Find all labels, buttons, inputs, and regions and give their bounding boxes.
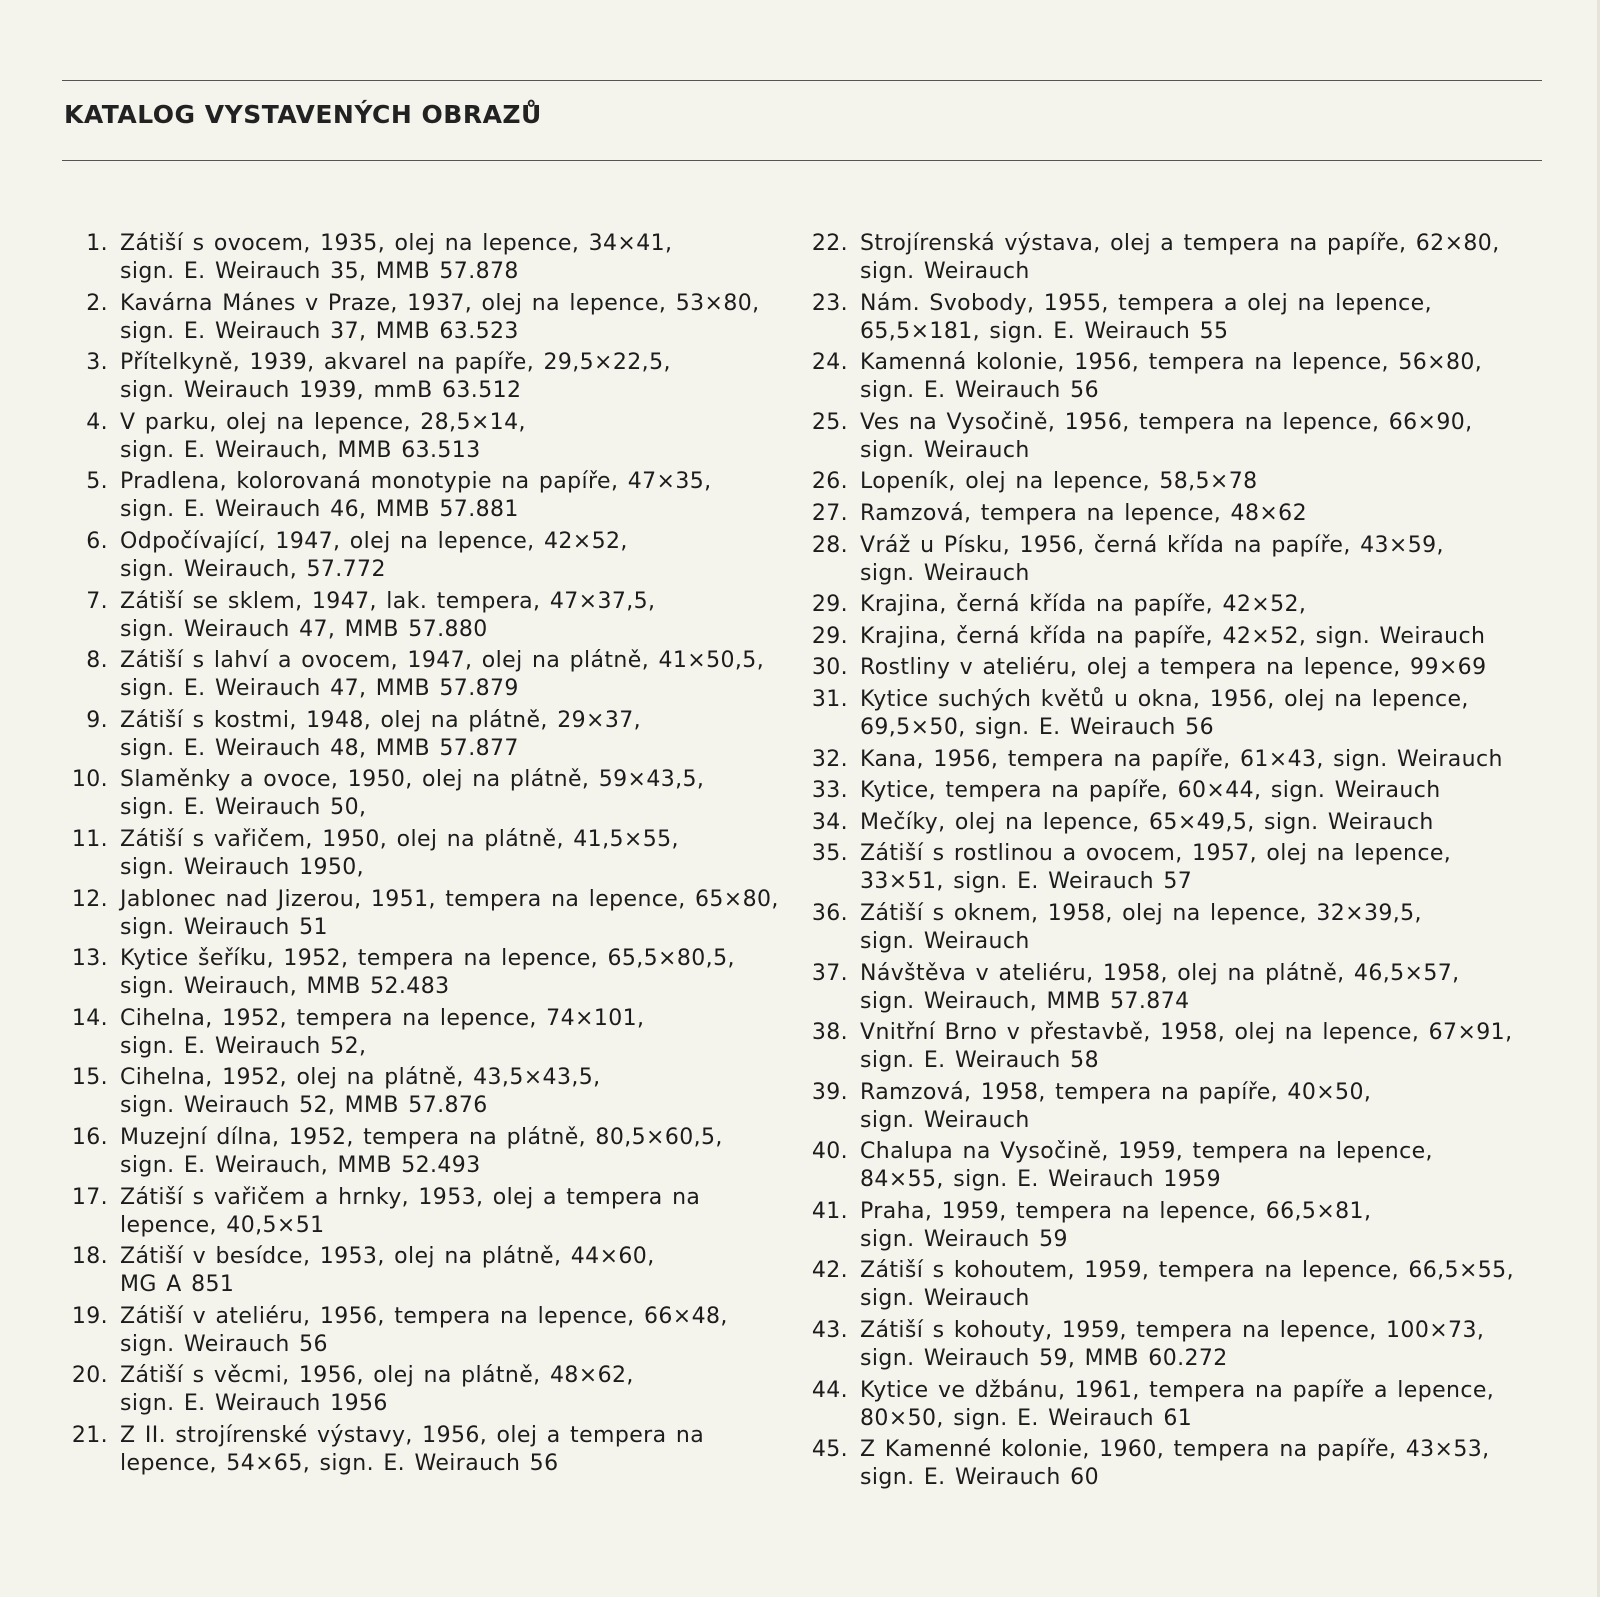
entry-number: 38. <box>811 1020 848 1046</box>
entry-line: Cihelna, 1952, tempera na lepence, 74×101, <box>120 1005 645 1031</box>
entry-number: 14. <box>71 1005 108 1031</box>
entry-number: 39. <box>811 1079 848 1105</box>
entry-number: 21. <box>71 1422 108 1448</box>
entry-number: 4. <box>86 409 108 435</box>
entry-line: Slaměnky a ovoce, 1950, olej na plátně, 59×43,5, <box>120 767 705 793</box>
top-rule <box>62 80 1542 81</box>
entry-line: sign. E. Weirauch 50, <box>120 795 367 821</box>
entry-number: 32. <box>811 746 848 772</box>
entry-line: sign. E. Weirauch 46, MMB 57.881 <box>120 497 519 523</box>
entry-line: Kamenná kolonie, 1956, tempera na lepence, 56×80, <box>860 350 1483 376</box>
entry-number: 3. <box>86 350 108 376</box>
entry-description <box>120 647 790 703</box>
entry-line: Kytice suchých květů u okna, 1956, olej na lepence, <box>860 686 1469 712</box>
entry-line: Z II. strojírenské výstavy, 1956, olej a tempera na <box>120 1422 705 1448</box>
entry-line: 65,5×181, sign. E. Weirauch 55 <box>860 318 1229 344</box>
entry-line: Zátiší s kostmi, 1948, olej na plátně, 29×37, <box>120 707 642 733</box>
catalog-entry <box>800 500 1545 528</box>
entry-line: Zátiší s kohouty, 1959, tempera na lepence, 100×73, <box>860 1318 1485 1344</box>
entry-line: Ves na Vysočině, 1956, tempera na lepence, 66×90, <box>860 409 1473 435</box>
entry-description <box>860 591 1545 619</box>
entry-number: 15. <box>71 1065 108 1091</box>
entry-description <box>860 290 1545 346</box>
entry-line: 33×51, sign. E. Weirauch 57 <box>860 869 1193 895</box>
entry-line: sign. Weirauch 51 <box>120 914 328 940</box>
catalog-entry <box>800 840 1545 896</box>
entry-number: 13. <box>71 946 108 972</box>
catalog-entry <box>60 647 790 703</box>
entry-line: Ramzová, 1958, tempera na papíře, 40×50, <box>860 1079 1372 1105</box>
entry-description <box>860 1019 1545 1075</box>
entry-number: 7. <box>86 588 108 614</box>
entry-description <box>860 777 1545 805</box>
entry-line: Kavárna Mánes v Praze, 1937, olej na lepence, 53×80, <box>120 290 760 316</box>
entry-number: 45. <box>811 1437 848 1463</box>
entry-line: Zátiší se sklem, 1947, lak. tempera, 47×37,5, <box>120 588 656 614</box>
entry-number: 35. <box>811 841 848 867</box>
catalog-entry <box>60 468 790 524</box>
entry-description <box>860 960 1545 1016</box>
entry-description <box>860 230 1545 286</box>
entry-line: sign. E. Weirauch 37, MMB 63.523 <box>120 318 519 344</box>
entry-line: Muzejní dílna, 1952, tempera na plátně, 80,5×60,5, <box>120 1124 723 1150</box>
catalog-entry <box>60 886 790 942</box>
entry-description <box>860 532 1545 588</box>
entry-description <box>860 1198 1545 1254</box>
entry-line: Přítelkyně, 1939, akvarel na papíře, 29,5×22,5, <box>120 350 671 376</box>
entry-number: 16. <box>71 1124 108 1150</box>
entry-line: sign. E. Weirauch 35, MMB 57.878 <box>120 259 519 284</box>
entry-description <box>860 468 1545 496</box>
entry-line: Návštěva v ateliéru, 1958, olej na plátně, 46,5×57, <box>860 960 1460 986</box>
entry-line: MG A 851 <box>120 1272 235 1298</box>
entry-number: 44. <box>811 1377 848 1403</box>
entry-line: Zátiší v ateliéru, 1956, tempera na lepence, 66×48, <box>120 1303 728 1329</box>
entry-line: Kytice, tempera na papíře, 60×44, sign. Weirauch <box>860 778 1441 804</box>
entry-description <box>860 746 1545 774</box>
entry-description <box>120 349 790 405</box>
entry-description <box>860 654 1545 682</box>
entry-number: 18. <box>71 1244 108 1270</box>
entry-description <box>860 409 1545 465</box>
catalog-entry <box>800 1198 1545 1254</box>
entry-number: 6. <box>86 528 108 554</box>
entry-number: 30. <box>811 655 848 681</box>
catalog-entry <box>60 290 790 346</box>
entry-number: 25. <box>811 409 848 435</box>
catalog-entry <box>800 900 1545 956</box>
entry-description <box>860 900 1545 956</box>
entry-number: 22. <box>811 231 848 256</box>
catalog-entry <box>60 826 790 882</box>
catalog-entry <box>800 591 1545 619</box>
entry-description <box>120 945 790 1001</box>
entry-number: 1. <box>86 231 108 256</box>
entry-number: 2. <box>86 290 108 316</box>
entry-number: 23. <box>811 290 848 316</box>
entry-line: Rostliny v ateliéru, olej a tempera na lepence, 99×69 <box>860 655 1487 681</box>
entry-line: sign. E. Weirauch 48, MMB 57.877 <box>120 735 519 761</box>
catalog-entry <box>800 1079 1545 1135</box>
entry-line: sign. Weirauch 47, MMB 57.880 <box>120 616 488 642</box>
entry-description <box>120 1064 790 1120</box>
entry-description <box>860 840 1545 896</box>
entry-line: Praha, 1959, tempera na lepence, 66,5×81, <box>860 1198 1372 1224</box>
entry-line: Krajina, černá křída na papíře, 42×52, <box>860 592 1307 618</box>
entry-description <box>120 707 790 763</box>
entry-line: 69,5×50, sign. E. Weirauch 56 <box>860 714 1214 740</box>
entry-line: Zátiší s vařičem a hrnky, 1953, olej a tempera na <box>120 1184 701 1210</box>
entry-line: Kytice ve džbánu, 1961, tempera na papíře a lepence, <box>860 1377 1495 1403</box>
catalog-entry <box>60 766 790 822</box>
entry-line: lepence, 40,5×51 <box>120 1212 325 1238</box>
entry-line: Zátiší s vařičem, 1950, olej na plátně, 41,5×55, <box>120 826 679 852</box>
entry-description <box>120 290 790 346</box>
entry-description <box>860 349 1545 405</box>
entry-line: sign. Weirauch 56 <box>120 1331 328 1357</box>
entry-number: 26. <box>811 469 848 495</box>
entry-number: 11. <box>71 826 108 852</box>
entry-number: 10. <box>71 767 108 793</box>
entry-line: sign. E. Weirauch 1956 <box>120 1391 388 1417</box>
entry-line: sign. Weirauch 1939, mmB 63.512 <box>120 378 522 404</box>
entry-line: sign. E. Weirauch 47, MMB 57.879 <box>120 676 519 702</box>
catalog-entry <box>60 349 790 405</box>
catalog-entry <box>800 777 1545 805</box>
catalog-entry <box>800 409 1545 465</box>
entry-description <box>120 826 790 882</box>
entry-line: sign. E. Weirauch 56 <box>860 378 1099 404</box>
entry-description <box>120 468 790 524</box>
catalog-entry <box>800 532 1545 588</box>
entry-number: 28. <box>811 532 848 558</box>
entry-line: sign. Weirauch, 57.772 <box>120 556 386 582</box>
entry-number: 5. <box>86 469 108 495</box>
entry-description <box>860 686 1545 742</box>
entry-line: sign. E. Weirauch, MMB 63.513 <box>120 437 481 463</box>
entry-number: 34. <box>811 809 848 835</box>
catalog-entry <box>800 1019 1545 1075</box>
entry-line: Strojírenská výstava, olej a tempera na papíře, 62×80, <box>860 231 1500 256</box>
entry-description <box>860 1317 1545 1373</box>
entry-description <box>120 1243 790 1299</box>
entry-line: Vnitřní Brno v přestavbě, 1958, olej na lepence, 67×91, <box>860 1020 1513 1046</box>
catalog-entry <box>60 1362 790 1418</box>
entry-line: sign. Weirauch, MMB 57.874 <box>860 988 1190 1014</box>
entry-line: Kytice šeříku, 1952, tempera na lepence, 65,5×80,5, <box>120 946 735 972</box>
catalog-entry <box>800 349 1545 405</box>
entry-description <box>120 766 790 822</box>
entry-number: 31. <box>811 686 848 712</box>
catalog-entry <box>800 230 1545 286</box>
entry-line: sign. Weirauch <box>860 437 1030 463</box>
entry-line: Zátiší s kohoutem, 1959, tempera na lepence, 66,5×55, <box>860 1258 1514 1284</box>
entry-line: sign. Weirauch 52, MMB 57.876 <box>120 1093 488 1119</box>
entry-number: 8. <box>86 648 108 674</box>
entry-number: 24. <box>811 350 848 376</box>
entry-description <box>860 1079 1545 1135</box>
catalog-entry <box>60 1005 790 1061</box>
entry-line: Zátiší s rostlinou a ovocem, 1957, olej na lepence, <box>860 841 1452 867</box>
entry-line: Zátiší s ovocem, 1935, olej na lepence, 34×41, <box>120 231 673 256</box>
catalog-entry <box>60 230 790 286</box>
entry-description <box>120 1422 790 1478</box>
entry-line: Lopeník, olej na lepence, 58,5×78 <box>860 469 1258 495</box>
entry-line: sign. Weirauch, MMB 52.483 <box>120 974 450 1000</box>
entry-number: 42. <box>811 1258 848 1284</box>
entry-description <box>860 623 1545 651</box>
entry-line: Zátiší s oknem, 1958, olej na lepence, 32×39,5, <box>860 900 1422 926</box>
entry-line: sign. E. Weirauch 52, <box>120 1033 367 1059</box>
entry-description <box>860 809 1545 837</box>
entry-line: sign. Weirauch 59 <box>860 1226 1068 1252</box>
entry-line: Chalupa na Vysočině, 1959, tempera na lepence, <box>860 1139 1433 1165</box>
entry-description <box>120 1005 790 1061</box>
catalog-entry <box>60 1243 790 1299</box>
entry-number: 9. <box>86 707 108 733</box>
entry-line: Krajina, černá křída na papíře, 42×52, sign. Weirauch <box>860 623 1486 649</box>
catalog-entry <box>800 746 1545 774</box>
entry-description <box>120 886 790 942</box>
entry-line: sign. Weirauch <box>860 560 1030 586</box>
title-bottom-rule <box>62 160 1542 161</box>
entry-line: Zátiší s lahví a ovocem, 1947, olej na plátně, 41×50,5, <box>120 648 765 674</box>
entry-line: Ramzová, tempera na lepence, 48×62 <box>860 500 1307 526</box>
catalog-entry <box>800 468 1545 496</box>
catalog-entry <box>800 1377 1545 1433</box>
entry-line: Odpočívající, 1947, olej na lepence, 42×52, <box>120 528 628 554</box>
entry-line: 80×50, sign. E. Weirauch 61 <box>860 1405 1193 1431</box>
entry-line: Zátiší v besídce, 1953, olej na plátně, 44×60, <box>120 1244 655 1270</box>
entry-number: 19. <box>71 1303 108 1329</box>
catalog-entry <box>60 1124 790 1180</box>
entry-description <box>120 1303 790 1359</box>
entry-line: Z Kamenné kolonie, 1960, tempera na papíře, 43×53, <box>860 1437 1490 1463</box>
entry-description <box>120 1362 790 1418</box>
entry-line: Nám. Svobody, 1955, tempera a olej na lepence, <box>860 290 1433 316</box>
entry-number: 17. <box>71 1184 108 1210</box>
entry-number: 36. <box>811 900 848 926</box>
catalog-column-left <box>60 230 790 1481</box>
entry-line: sign. E. Weirauch, MMB 52.493 <box>120 1152 481 1178</box>
entry-number: 33. <box>811 778 848 804</box>
entry-line: sign. Weirauch 1950, <box>120 854 365 880</box>
entry-number: 37. <box>811 960 848 986</box>
entry-description <box>860 1377 1545 1433</box>
entry-line: sign. E. Weirauch 58 <box>860 1048 1099 1074</box>
entry-description <box>860 1257 1545 1313</box>
catalog-entry <box>60 1184 790 1240</box>
catalog-entry <box>800 1138 1545 1194</box>
entry-line: 84×55, sign. E. Weirauch 1959 <box>860 1167 1221 1193</box>
entry-description <box>120 409 790 465</box>
entry-number: 40. <box>811 1139 848 1165</box>
catalog-entry <box>800 623 1545 651</box>
catalog-entry <box>60 1064 790 1120</box>
entry-line: V parku, olej na lepence, 28,5×14, <box>120 409 526 435</box>
catalog-entry <box>800 290 1545 346</box>
entry-number: 29. <box>811 623 848 649</box>
entry-line: sign. Weirauch <box>860 1286 1030 1312</box>
entry-line: Kana, 1956, tempera na papíře, 61×43, sign. Weirauch <box>860 746 1503 772</box>
entry-line: Jablonec nad Jizerou, 1951, tempera na lepence, 65×80, <box>120 886 779 912</box>
entry-description <box>860 1138 1545 1194</box>
entry-description <box>120 588 790 644</box>
entry-number: 41. <box>811 1198 848 1224</box>
entry-description <box>120 1184 790 1240</box>
entry-number: 29. <box>811 592 848 618</box>
catalog-entry <box>800 686 1545 742</box>
entry-description <box>120 528 790 584</box>
entry-line: sign. Weirauch <box>860 1107 1030 1133</box>
entry-number: 43. <box>811 1318 848 1344</box>
catalog-entry <box>800 654 1545 682</box>
catalog-entry <box>800 1436 1545 1492</box>
entry-description <box>120 230 790 286</box>
catalog-entry <box>60 588 790 644</box>
catalog-entry <box>800 809 1545 837</box>
catalog-entry <box>60 945 790 1001</box>
catalog-entry <box>60 528 790 584</box>
entry-line: Pradlena, kolorovaná monotypie na papíře, 47×35, <box>120 469 712 495</box>
catalog-entry <box>800 960 1545 1016</box>
page-title: KATALOG VYSTAVENÝCH OBRAZŮ <box>64 100 542 129</box>
entry-line: Mečíky, olej na lepence, 65×49,5, sign. Weirauch <box>860 809 1434 835</box>
entry-line: sign. E. Weirauch 60 <box>860 1465 1099 1491</box>
entry-description <box>860 1436 1545 1492</box>
entry-line: sign. Weirauch <box>860 259 1030 284</box>
entry-number: 12. <box>71 886 108 912</box>
entry-line: Zátiší s věcmi, 1956, olej na plátně, 48×62, <box>120 1363 634 1389</box>
entry-line: Cihelna, 1952, olej na plátně, 43,5×43,5, <box>120 1065 601 1091</box>
entry-line: Vráž u Písku, 1956, černá křída na papíře, 43×59, <box>860 532 1444 558</box>
entry-line: lepence, 54×65, sign. E. Weirauch 56 <box>120 1450 559 1476</box>
catalog-entry <box>800 1317 1545 1373</box>
entry-description <box>120 1124 790 1180</box>
entry-description <box>860 500 1545 528</box>
catalog-entry <box>800 1257 1545 1313</box>
catalog-entry <box>60 707 790 763</box>
catalog-entry <box>60 1422 790 1478</box>
entry-number: 27. <box>811 500 848 526</box>
entry-line: sign. Weirauch <box>860 928 1030 954</box>
entry-line: sign. Weirauch 59, MMB 60.272 <box>860 1346 1228 1372</box>
catalog-column-right <box>800 230 1545 1496</box>
entry-number: 20. <box>71 1363 108 1389</box>
catalog-entry <box>60 1303 790 1359</box>
catalog-entry <box>60 409 790 465</box>
